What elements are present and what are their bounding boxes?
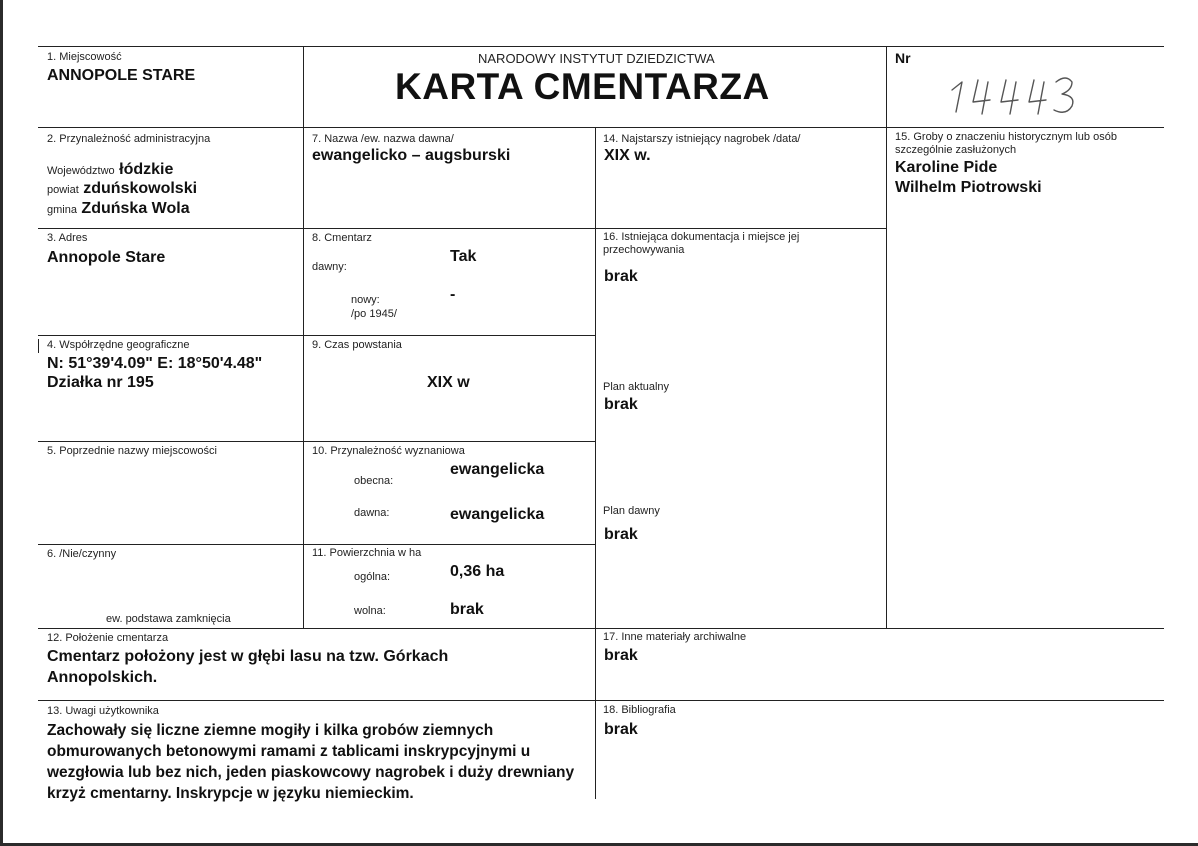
field-8-label: 8. Cmentarz [312, 232, 372, 244]
new-cemetery-value: - [450, 286, 456, 303]
field-6-label: 6. /Nie/czynny [47, 548, 117, 560]
plot-number-value: Działka nr 195 [47, 374, 154, 391]
county-value: zduńskowolski [83, 180, 198, 197]
field-5-label: 5. Poprzednie nazwy miejscowości [47, 445, 217, 457]
grid-line [595, 127, 596, 799]
field-9-value: XIX w [427, 374, 470, 391]
scan-edge-left [0, 0, 3, 846]
total-area-value: 0,36 ha [450, 563, 505, 580]
old-plan-label: Plan dawny [603, 505, 660, 517]
voivodeship-row [47, 161, 173, 179]
current-denomination-label: obecna: [354, 475, 394, 487]
total-area-label: ogólna: [354, 571, 391, 583]
current-plan-value: brak [604, 396, 638, 413]
grid-line [38, 544, 595, 545]
field-14-label: 14. Najstarszy istniejący nagrobek /data/ [603, 133, 801, 145]
field-18-label: 18. Bibliografia [603, 704, 676, 716]
notable-person-1: Karoline Pide [895, 159, 998, 176]
field-15-label: 15. Groby o znaczeniu historycznym lub osób szczególnie zasłużonych [895, 131, 1117, 156]
free-area-value: brak [450, 601, 484, 618]
institution-name: NARODOWY INSTYTUT DZIEDZICTWA [478, 51, 715, 66]
field-13-label: 13. Uwagi użytkownika [47, 705, 159, 717]
grid-line [38, 127, 1164, 128]
closure-basis-label: ew. podstawa zamknięcia [106, 613, 231, 625]
field-7-value: ewangelicko – augsburski [312, 147, 511, 164]
new-cemetery-sublabel: /po 1945/ [351, 308, 397, 320]
page-title: KARTA CMENTARZA [395, 66, 770, 107]
old-cemetery-value: Tak [450, 248, 477, 265]
field-11-label: 11. Powierzchnia w ha [312, 547, 422, 559]
new-cemetery-label: nowy: [351, 294, 380, 306]
field-10-label: 10. Przynależność wyznaniowa [312, 445, 465, 457]
notable-person-2: Wilhelm Piotrowski [895, 179, 1042, 196]
commune-row [47, 200, 190, 218]
field-7-label: 7. Nazwa /ew. nazwa dawna/ [312, 133, 454, 145]
grid-line [38, 700, 1164, 701]
handwritten-number [948, 70, 1083, 120]
field-3-value: Annopole Stare [47, 249, 166, 266]
field-17-label: 17. Inne materiały archiwalne [603, 631, 747, 643]
grid-line [38, 335, 595, 336]
nr-label: Nr [895, 50, 911, 66]
old-cemetery-label: dawny: [312, 261, 347, 273]
grid-line [38, 628, 1164, 629]
commune-value: Zduńska Wola [81, 200, 190, 217]
voivodeship-value: łódzkie [119, 161, 174, 178]
grid-line [38, 339, 39, 353]
field-17-value: brak [604, 647, 638, 664]
free-area-label: wolna: [354, 605, 386, 617]
field-16-value: brak [604, 268, 638, 285]
field-2-label: 2. Przynależność administracyjna [47, 133, 211, 145]
commune-label: gmina [47, 204, 77, 216]
county-row [47, 180, 197, 198]
grid-line [886, 46, 887, 628]
coordinates-value: N: 51°39'4.09" E: 18°50'4.48" [47, 355, 263, 372]
field-12-label: 12. Położenie cmentarza [47, 632, 169, 644]
field-14-value: XIX w. [604, 147, 651, 164]
field-1-label: 1. Miejscowość [47, 51, 122, 63]
grid-line [38, 46, 1164, 47]
former-denomination-label: dawna: [354, 507, 390, 519]
voivodeship-label: Województwo [47, 165, 115, 177]
field-3-label: 3. Adres [47, 232, 88, 244]
current-denomination-value: ewangelicka [450, 461, 545, 478]
field-13-value: Zachowały się liczne ziemne mogiły i kilka grobów ziemnych obmurowanych betonowymi ramami z tablicami inskrypcyjnymi u wezgłowia lub bez nich, jeden piaskowcowy nagrobek i duży drewniany krzyż cmentarny. Inskrypcje w języku niemieckim. [47, 722, 575, 802]
field-9-label: 9. Czas powstania [312, 339, 402, 351]
current-plan-label: Plan aktualny [603, 381, 670, 393]
grid-line [38, 228, 886, 229]
field-1-value: ANNOPOLE STARE [47, 67, 196, 84]
grid-line [303, 46, 304, 628]
grid-line [38, 441, 595, 442]
field-16-label: 16. Istniejąca dokumentacja i miejsce jej przechowywania [603, 231, 800, 256]
field-18-value: brak [604, 721, 638, 738]
field-4-label: 4. Współrzędne geograficzne [47, 339, 190, 351]
field-12-value: Cmentarz położony jest w głębi lasu na tzw. Górkach Annopolskich. [47, 648, 449, 686]
former-denomination-value: ewangelicka [450, 506, 545, 523]
old-plan-value: brak [604, 526, 638, 543]
county-label: powiat [47, 184, 79, 196]
